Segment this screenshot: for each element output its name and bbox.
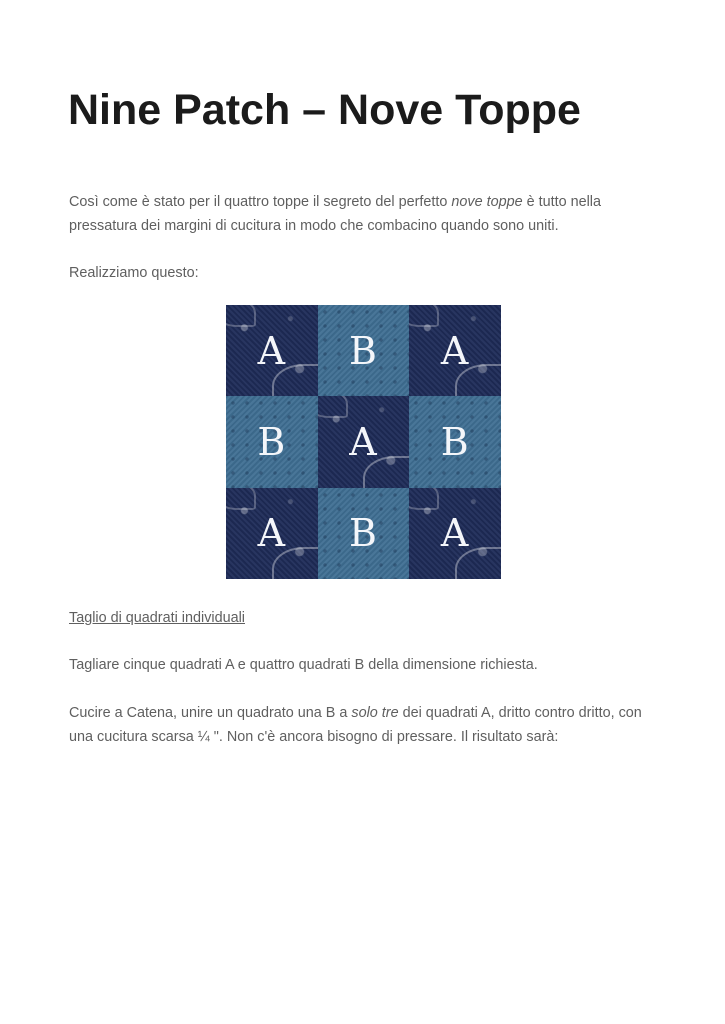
- nine-patch-block-image: [226, 305, 501, 579]
- instruction-paragraph-1: Tagliare cinque quadrati A e quattro quadrati B della dimensione richiesta.: [69, 657, 538, 673]
- intro-emphasis: nove toppe: [451, 194, 523, 210]
- patch-a: [409, 305, 501, 396]
- instruction-paragraph-2: [69, 701, 669, 749]
- patch-b: [318, 488, 410, 579]
- patch-label: A: [257, 511, 287, 556]
- patch-a: [318, 396, 410, 487]
- instruction-text-start: Cucire a Catena, unire un quadrato una B a: [69, 705, 352, 721]
- page-title: Nine Patch – Nove Toppe: [68, 86, 581, 134]
- patch-a: [226, 305, 318, 396]
- patch-a: [409, 488, 501, 579]
- patch-b: [226, 396, 318, 487]
- instruction-text-end: dei quadrati A, dritto contro dritto, con una cucitura scarsa ¼ ". Non c'è ancora bisogno di pressare. Il risultato sarà:: [69, 705, 642, 745]
- intro-text-end: è tutto nella pressatura dei margini di cucitura in modo che combacino quando sono uniti.: [69, 194, 601, 234]
- patch-label: B: [349, 328, 378, 373]
- patch-label: B: [349, 511, 378, 556]
- patch-label: A: [440, 511, 470, 556]
- lead-paragraph: Realizziamo questo:: [69, 265, 199, 281]
- patch-b: [318, 305, 410, 396]
- patch-a: [226, 488, 318, 579]
- patch-label: A: [257, 328, 287, 373]
- patch-label: A: [349, 419, 378, 464]
- section-heading: Taglio di quadrati individuali: [69, 610, 245, 626]
- intro-paragraph: [69, 190, 669, 238]
- patch-label: B: [440, 419, 470, 464]
- instruction-emphasis: solo tre: [351, 705, 399, 721]
- intro-text-start: Così come è stato per il quattro toppe il segreto del perfetto: [69, 194, 452, 210]
- patch-label: B: [257, 419, 287, 464]
- patch-label: A: [440, 328, 470, 373]
- patch-b: [409, 396, 501, 487]
